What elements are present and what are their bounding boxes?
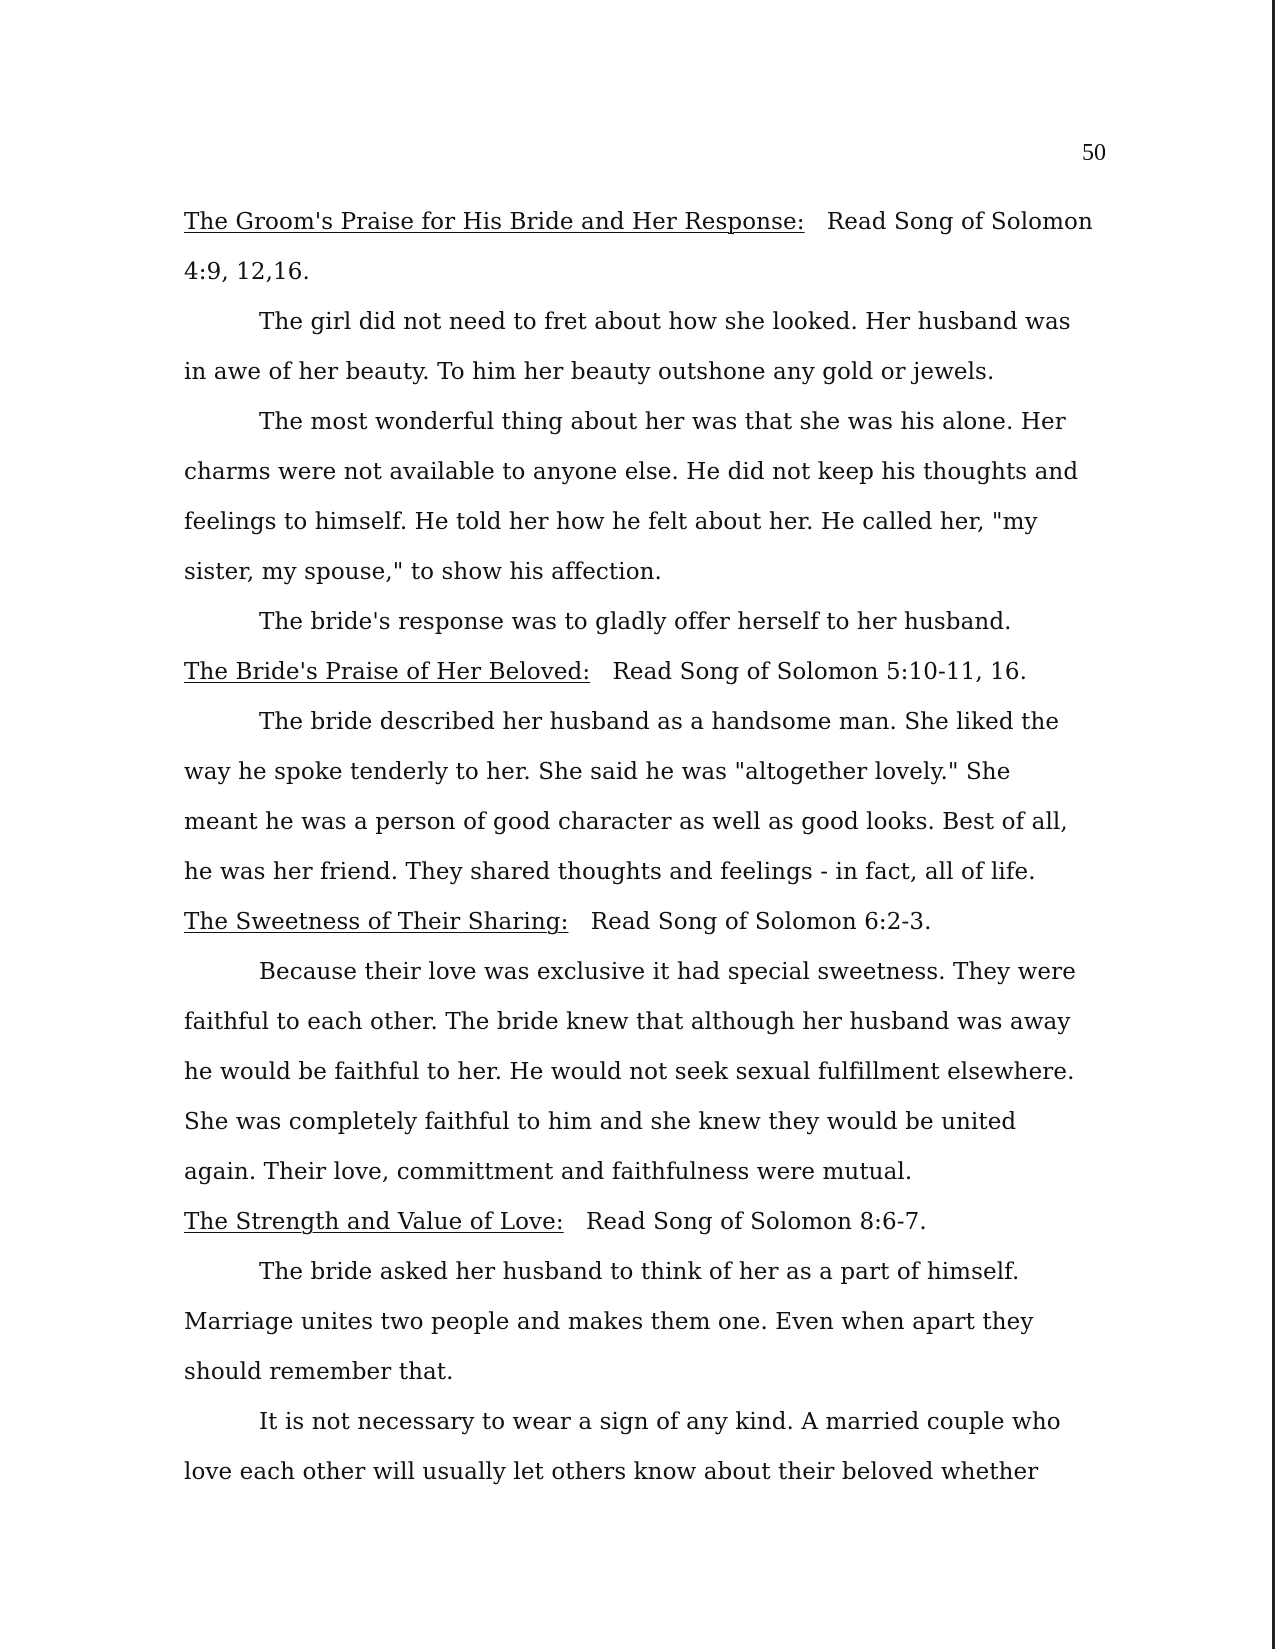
paragraph-line: sister, my spouse," to show his affection. bbox=[184, 559, 662, 585]
paragraph-line: Because their love was exclusive it had special sweetness. They were bbox=[259, 959, 1076, 985]
scripture-reference: Read Song of Solomon 5:10-11, 16. bbox=[612, 659, 1028, 685]
paragraph-line: The most wonderful thing about her was that she was his alone. Her bbox=[259, 409, 1066, 435]
paragraph-line: Marriage unites two people and makes them one. Even when apart they bbox=[184, 1309, 1034, 1335]
paragraph-line: charms were not available to anyone else. He did not keep his thoughts and bbox=[184, 459, 1079, 485]
paragraph-line: way he spoke tenderly to her. She said he was "altogether lovely." She bbox=[184, 759, 1011, 785]
paragraph-line: The girl did not need to fret about how she looked. Her husband was bbox=[259, 309, 1071, 335]
paragraph-line: meant he was a person of good character as well as good looks. Best of all, bbox=[184, 809, 1068, 835]
section-heading-line bbox=[184, 1203, 1084, 1253]
paragraph-line: should remember that. bbox=[184, 1359, 454, 1385]
scripture-reference-continued: 4:9, 12,16. bbox=[184, 259, 310, 285]
paragraph-line: faithful to each other. The bride knew that although her husband was away bbox=[184, 1009, 1071, 1035]
section-heading: The Sweetness of Their Sharing: bbox=[184, 909, 569, 935]
section-heading: The Bride's Praise of Her Beloved: bbox=[184, 659, 591, 685]
section-heading-line bbox=[184, 653, 1084, 703]
section-heading-line bbox=[184, 203, 1093, 253]
paragraph-line: The bride's response was to gladly offer herself to her husband. bbox=[259, 609, 1012, 635]
scripture-reference: Read Song of Solomon 8:6-7. bbox=[585, 1209, 927, 1235]
paragraph-line: love each other will usually let others know about their beloved whether bbox=[184, 1459, 1039, 1485]
paragraph-line: he was her friend. They shared thoughts and feelings - in fact, all of life. bbox=[184, 859, 1036, 885]
page-number: 50 bbox=[1082, 140, 1106, 166]
paragraph-line: She was completely faithful to him and she knew they would be united bbox=[184, 1109, 1017, 1135]
paragraph-line: again. Their love, committment and faithfulness were mutual. bbox=[184, 1159, 913, 1185]
paragraph-line: The bride asked her husband to think of her as a part of himself. bbox=[259, 1259, 1020, 1285]
paragraph-line: feelings to himself. He told her how he felt about her. He called her, "my bbox=[184, 509, 1038, 535]
scripture-reference: Read Song of Solomon bbox=[826, 209, 1093, 235]
body-text bbox=[184, 203, 1093, 1503]
paragraph-line: he would be faithful to her. He would not seek sexual fulfillment elsewhere. bbox=[184, 1059, 1075, 1085]
paragraph-line: in awe of her beauty. To him her beauty outshone any gold or jewels. bbox=[184, 359, 995, 385]
scripture-reference: Read Song of Solomon 6:2-3. bbox=[590, 909, 932, 935]
paragraph-line: It is not necessary to wear a sign of any kind. A married couple who bbox=[259, 1409, 1061, 1435]
section-heading-line bbox=[184, 903, 1084, 953]
section-heading: The Groom's Praise for His Bride and Her Response: bbox=[184, 209, 805, 235]
paragraph-line: The bride described her husband as a handsome man. She liked the bbox=[259, 709, 1060, 735]
section-heading: The Strength and Value of Love: bbox=[184, 1209, 564, 1235]
